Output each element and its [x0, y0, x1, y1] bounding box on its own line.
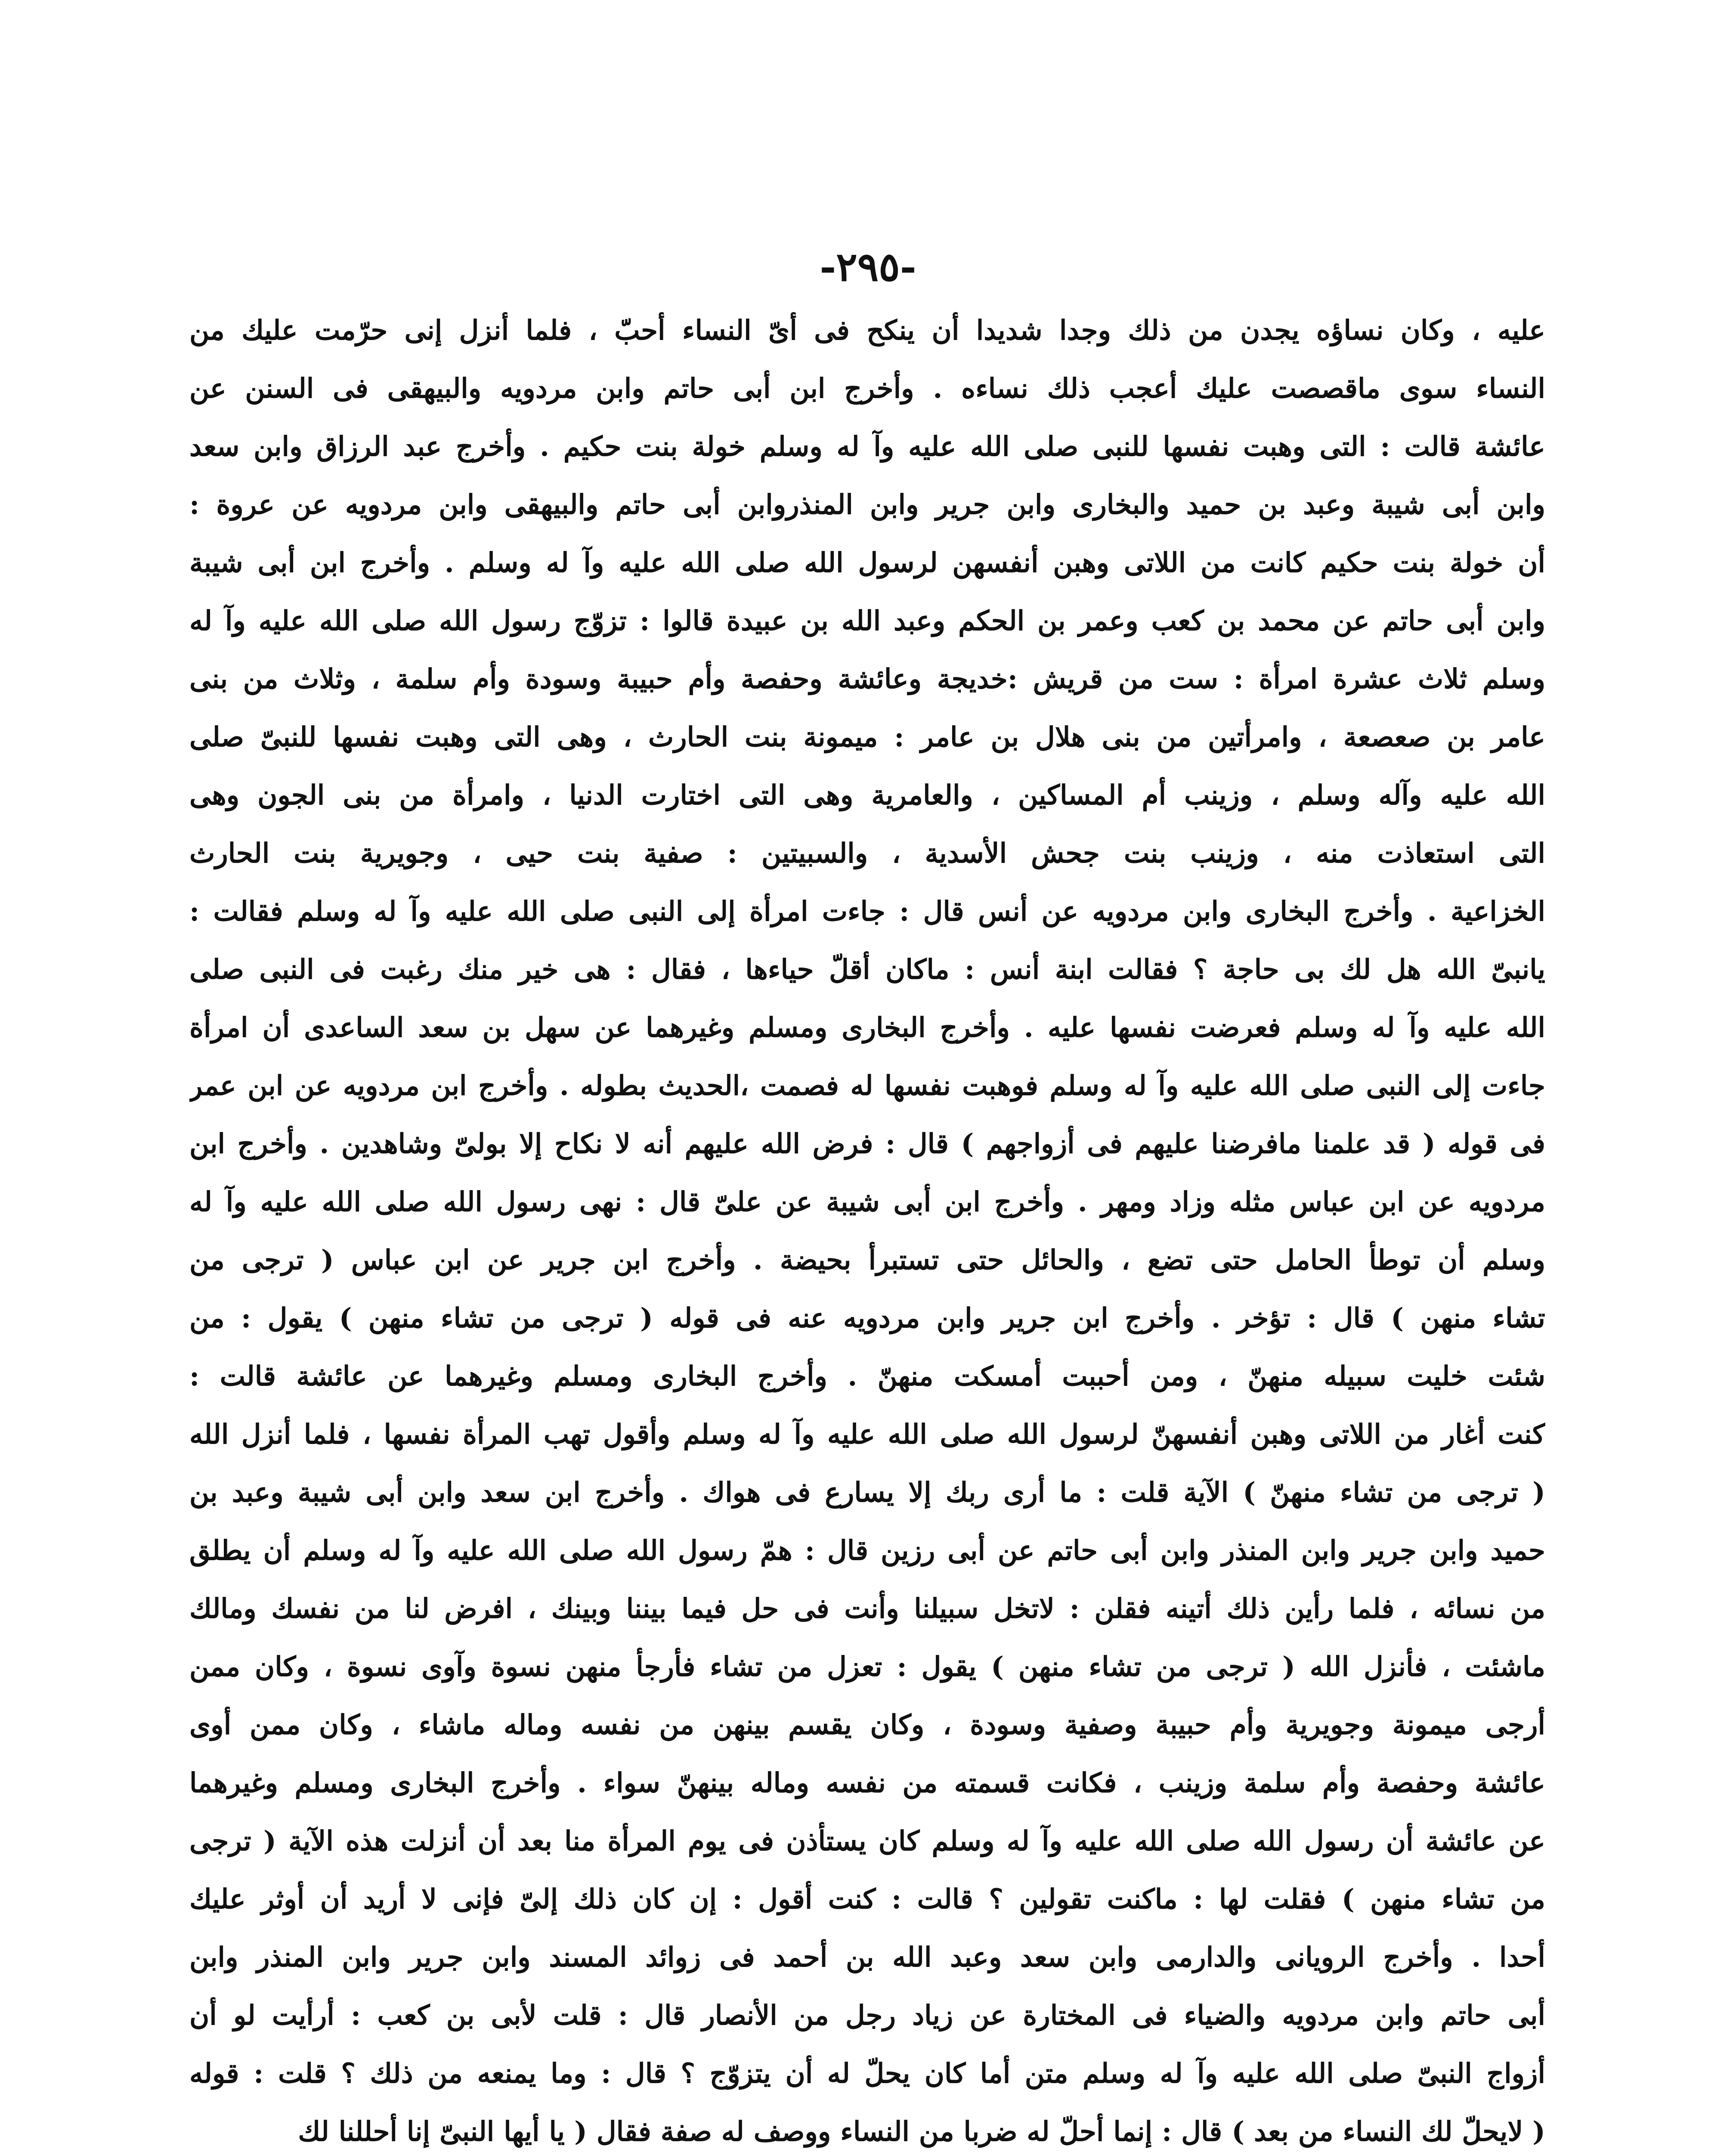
text-line: الخزاعية . وأخرج البخارى وابن مردويه عن أنس قال : جاءت امرأة إلى النبى صلى الله عليه وآ له وسلم فقالت :: [189, 895, 1545, 927]
text-line: أبى حاتم وابن مردويه والضياء فى المختارة عن زياد رجل من الأنصار قال : قلت لأبى بن كعب : أرأيت لو أن: [189, 1999, 1545, 2031]
text-line: أن خولة بنت حكيم كانت من اللاتى وهبن أنفسهن لرسول الله صلى الله عليه وآ له وسلم . وأخرج ابن أبى شيبة: [189, 547, 1545, 578]
text-line: كنت أغار من اللاتى وهبن أنفسهنّ لرسول الله صلى الله عليه وآ له وسلم وأقول تهب المرأة نفسها ، فلما أنزل الله: [189, 1418, 1545, 1450]
text-line: حميد وابن جرير وابن المنذر وابن أبى حاتم عن أبى رزين قال : همّ رسول الله صلى الله عليه وآ له وسلم أن يطلق: [189, 1534, 1545, 1566]
text-line: أرجى ميمونة وجويرية وأم حبيبة وصفية وسودة ، وكان يقسم بينهن من نفسه وماله ماشاء ، وكان ممن أوى: [189, 1709, 1545, 1741]
text-line: من نسائه ، فلما رأين ذلك أتينه فقلن : لاتخل سبيلنا وأنت فى حل فيما بيننا وبينك ، افرض لنا من نفسك ومالك: [189, 1592, 1545, 1624]
text-line: وابن أبى شيبة وعبد بن حميد والبخارى وابن جرير وابن المنذروابن أبى حاتم والبيهقى وابن مردويه عن عروة :: [189, 489, 1545, 520]
text-line: وسلم أن توطأ الحامل حتى تضع ، والحائل حتى تستبرأ بحيضة . وأخرج ابن جرير عن ابن عباس ( ترجى من: [189, 1244, 1545, 1276]
text-line: الله عليه وآ له وسلم فعرضت نفسها عليه . وأخرج البخارى ومسلم وغيرهما عن سهل بن سعد الساعدى أن امرأة: [189, 1011, 1545, 1043]
text-line: تشاء منهن ) قال : تؤخر . وأخرج ابن جرير وابن مردويه عنه فى قوله ( ترجى من تشاء منهن ) يقول : من: [189, 1302, 1545, 1334]
page-number: -٢٩٥-: [820, 244, 916, 290]
text-line: فى قوله ( قد علمنا مافرضنا عليهم فى أزواجهم ) قال : فرض الله عليهم أنه لا نكاح إلا بولىّ وشاهدين . وأخرج ابن: [189, 1128, 1545, 1159]
text-line: التى استعاذت منه ، وزينب بنت جحش الأسدية ، والسبيتين : صفية بنت حيى ، وجويرية بنت الحارث: [189, 837, 1545, 869]
text-line: النساء سوى ماقصصت عليك أعجب ذلك نساءه . وأخرج ابن أبى حاتم وابن مردويه والبيهقى فى السنن عن: [189, 372, 1545, 404]
text-line: عائشة وحفصة وأم سلمة وزينب ، فكانت قسمته من نفسه وماله بينهنّ سواء . وأخرج البخارى ومسلم وغيرهما: [189, 1767, 1545, 1799]
text-line: جاءت إلى النبى صلى الله عليه وآ له وسلم فوهبت نفسها له فصمت ،الحديث بطوله . وأخرج ابن مردويه عن ابن عمر: [189, 1070, 1545, 1101]
text-line: عامر بن صعصعة ، وامرأتين من بنى هلال بن عامر : ميمونة بنت الحارث ، وهى التى وهبت نفسها للنبىّ صلى: [189, 721, 1545, 753]
text-line: ( لايحلّ لك النساء من بعد ) قال : إنما أحلّ له ضربا من النساء ووصف له صفة فقال ( يا أيها النبىّ إنا أحللنا لك: [298, 2115, 1545, 2147]
text-line: أحدا . وأخرج الرويانى والدارمى وابن سعد وعبد الله بن أحمد فى زوائد المسند وابن جرير وابن المنذر وابن: [189, 1941, 1545, 1973]
text-line: يانبىّ الله هل لك بى حاجة ؟ فقالت ابنة أنس : ماكان أقلّ حياءها ، فقال : هى خير منك رغبت فى النبى صلى: [189, 953, 1545, 985]
text-line: ماشئت ، فأنزل الله ( ترجى من تشاء منهن ) يقول : تعزل من تشاء فأرجأ منهن نسوة وآوى نسوة ، وكان ممن: [189, 1651, 1545, 1682]
text-line: ( ترجى من تشاء منهنّ ) الآية قلت : ما أرى ربك إلا يسارع فى هواك . وأخرج ابن سعد وابن أبى شيبة وعبد بن: [189, 1476, 1545, 1508]
text-line: عائشة قالت : التى وهبت نفسها للنبى صلى الله عليه وآ له وسلم خولة بنت حكيم . وأخرج عبد الرزاق وابن سعد: [189, 430, 1545, 462]
text-line: عن عائشة أن رسول الله صلى الله عليه وآ له وسلم كان يستأذن فى يوم المرأة منا بعد أن أنزلت هذه الآية ( ترجى: [189, 1825, 1545, 1857]
text-line: عليه ، وكان نساؤه يجدن من ذلك وجدا شديدا أن ينكح فى أىّ النساء أحبّ ، فلما أنزل إنى حرّمت عليك من: [189, 314, 1545, 346]
text-line: وابن أبى حاتم عن محمد بن كعب وعمر بن الحكم وعبد الله بن عبيدة قالوا : تزوّج رسول الله صلى الله عليه وآ له: [189, 605, 1545, 637]
body-text: [189, 301, 1545, 2152]
text-line: الله عليه وآله وسلم ، وزينب أم المساكين ، والعامرية وهى التى اختارت الدنيا ، وامرأة من بنى الجون وهى: [189, 779, 1545, 811]
text-line: من تشاء منهن ) فقلت لها : ماكنت تقولين ؟ قالت : كنت أقول : إن كان ذلك إلىّ فإنى لا أريد أن أوثر عليك: [189, 1883, 1545, 1915]
text-line: وسلم ثلاث عشرة امرأة : ست من قريش :خديجة وعائشة وحفصة وأم حبيبة وسودة وأم سلمة ، وثلاث من بنى: [189, 663, 1545, 695]
text-line: مردويه عن ابن عباس مثله وزاد ومهر . وأخرج ابن أبى شيبة عن علىّ قال : نهى رسول الله صلى الله عليه وآ له: [189, 1186, 1545, 1218]
text-line: أزواج النبىّ صلى الله عليه وآ له وسلم متن أما كان يحلّ له أن يتزوّج ؟ قال : وما يمنعه من ذلك ؟ قلت : قوله: [189, 2057, 1545, 2089]
text-line: شئت خليت سبيله منهنّ ، ومن أحببت أمسكت منهنّ . وأخرج البخارى ومسلم وغيرهما عن عائشة قالت :: [189, 1360, 1545, 1392]
